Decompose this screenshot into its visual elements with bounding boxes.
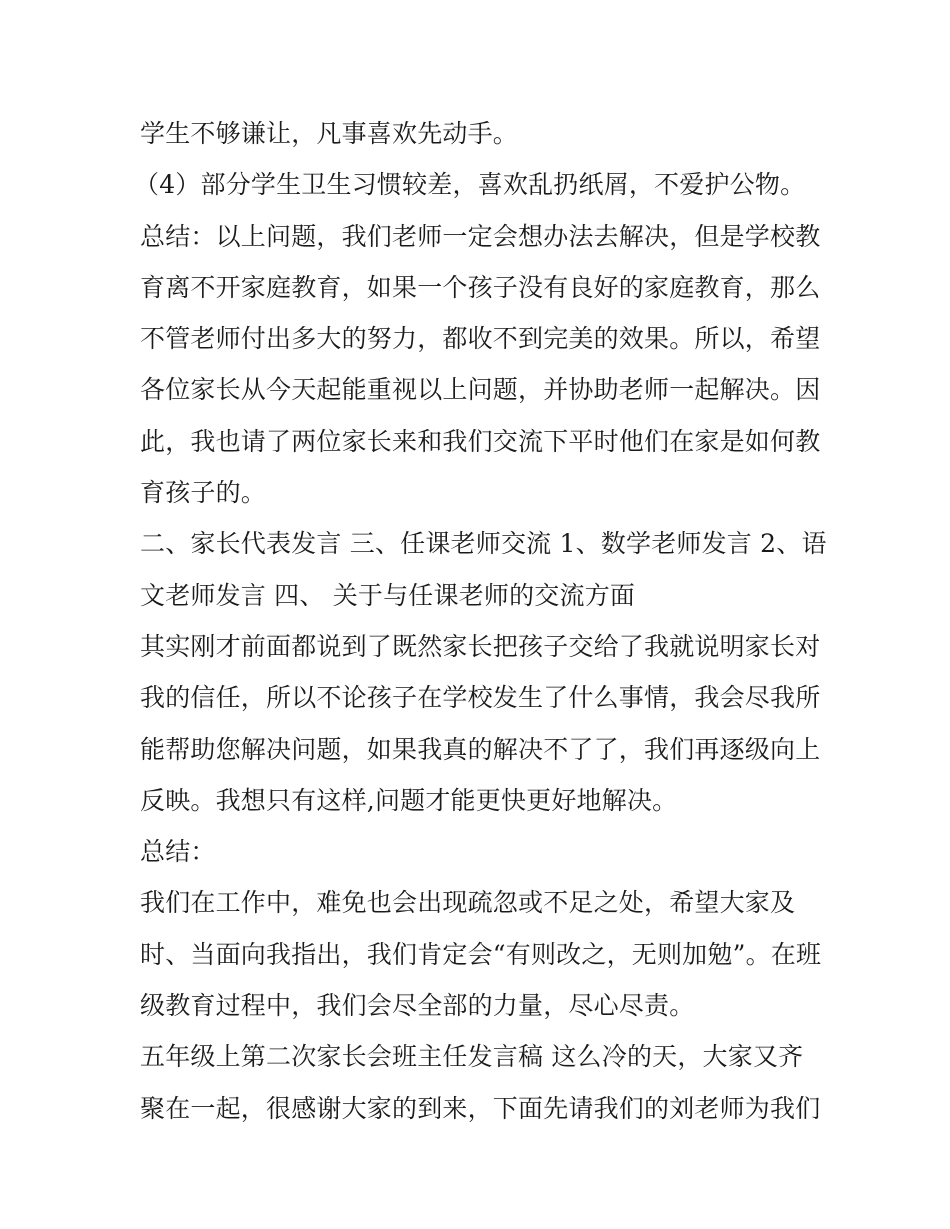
text-line: 其实刚才前面都说到了既然家长把孩子交给了我就说明家长对 — [140, 631, 821, 661]
text-line: 总结：以上问题，我们老师一定会想办法去解决，但是学校教 — [140, 221, 821, 251]
text-line: 育离不开家庭教育，如果一个孩子没有良好的家庭教育，那么 — [140, 272, 821, 302]
text-line: （4）部分学生卫生习惯较差，喜欢乱扔纸屑，不爱护公物。 — [134, 170, 806, 200]
text-line: 五年级上第二次家长会班主任发言稿 这么冷的天，大家又齐 — [140, 1042, 804, 1072]
text-line: 反映。我想只有这样,问题才能更快更好地解决。 — [140, 785, 678, 815]
text-line: 各位家长从今天起能重视以上问题，并协助老师一起解决。因 — [140, 375, 821, 405]
text-line: 此，我也请了两位家长来和我们交流下平时他们在家是如何教 — [140, 426, 821, 456]
text-line: 文老师发言 四、 关于与任课老师的交流方面 — [140, 580, 636, 610]
text-line: 不管老师付出多大的努力，都收不到完美的效果。所以，希望 — [140, 324, 821, 354]
text-line: 育孩子的。 — [140, 478, 267, 508]
text-line: 我们在工作中，难免也会出现疏忽或不足之处，希望大家及 — [140, 888, 796, 918]
text-line: 总结： — [140, 837, 216, 867]
text-line: 级教育过程中，我们会尽全部的力量，尽心尽责。 — [140, 991, 695, 1021]
text-line: 学生不够谦让，凡事喜欢先动手。 — [140, 119, 519, 148]
text-line: 时、当面向我指出，我们肯定会“有则改之，无则加勉”。在班 — [140, 939, 822, 969]
text-line: 我的信任，所以不论孩子在学校发生了什么事情，我会尽我所 — [140, 683, 821, 713]
document-body — [134, 108, 827, 1134]
text-line: 聚在一起，很感谢大家的到来，下面先请我们的刘老师为我们 — [140, 1093, 821, 1123]
text-line: 能帮助您解决问题，如果我真的解决不了了，我们再逐级向上 — [140, 734, 821, 764]
text-line: 二、家长代表发言 三、任课老师交流 1、数学老师发言 2、语 — [140, 529, 827, 559]
